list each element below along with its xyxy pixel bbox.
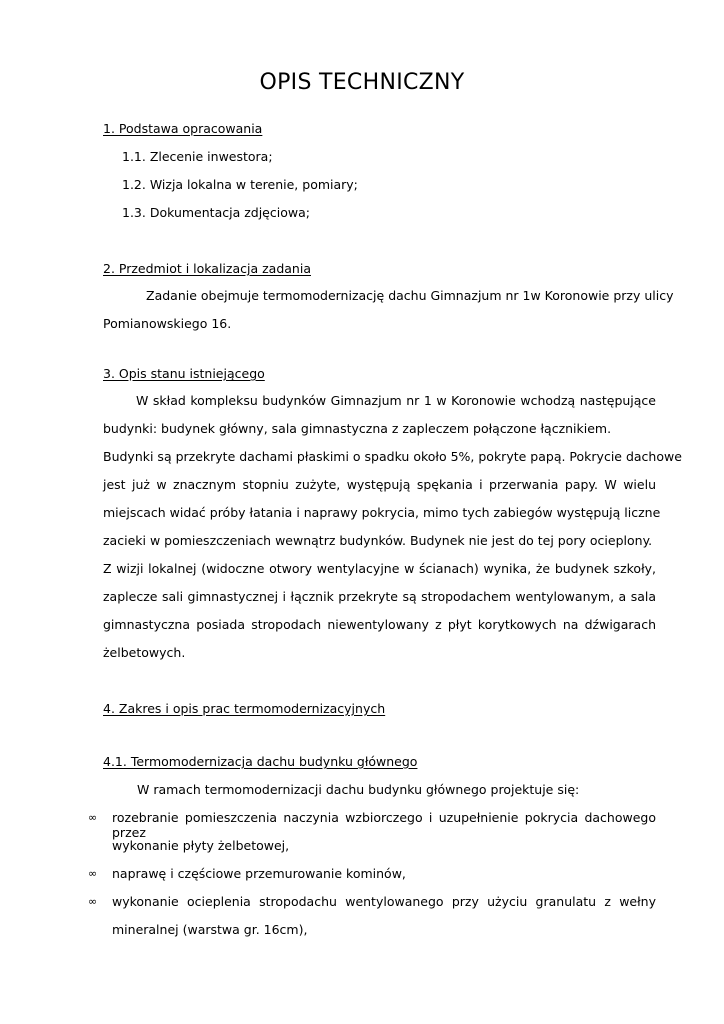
list-item: 1.1. Zlecenie inwestora; (122, 149, 273, 164)
infinity-bullet-icon: ∞ (88, 867, 98, 880)
section-4-heading: 4. Zakres i opis prac termomodernizacyjnych (103, 701, 386, 716)
paragraph-line: Zadanie obejmuje termomodernizację dachu Gimnazjum nr 1w Koronowie przy ulicy (146, 288, 674, 303)
paragraph-line: żelbetowych. (103, 645, 186, 660)
list-item: 1.2. Wizja lokalna w terenie, pomiary; (122, 177, 358, 192)
paragraph-line: jest już w znacznym stopniu zużyte, występują spękania i przerwania papy. W wielu (103, 477, 656, 492)
bullet-item-line: mineralnej (warstwa gr. 16cm), (112, 922, 308, 937)
infinity-bullet-icon: ∞ (88, 811, 98, 824)
bullet-item-line: wykonanie płyty żelbetowej, (112, 838, 290, 853)
bullet-item-line: naprawę i częściowe przemurowanie kominów, (112, 866, 406, 881)
section-1-heading: 1. Podstawa opracowania (103, 121, 263, 136)
section-2-heading: 2. Przedmiot i lokalizacja zadania (103, 261, 311, 276)
bullet-item-line: wykonanie ocieplenia stropodachu wentylowanego przy użyciu granulatu z wełny (112, 894, 656, 909)
paragraph-line: gimnastyczna posiada stropodach niewentylowany z płyt korytkowych na dźwigarach (103, 617, 656, 632)
paragraph-line: budynki: budynek główny, sala gimnastyczna z zapleczem połączone łącznikiem. (103, 421, 612, 436)
bullet-item-line: rozebranie pomieszczenia naczynia wzbiorczego i uzupełnienie pokrycia dachowego przez (112, 810, 656, 840)
paragraph-line: Budynki są przekryte dachami płaskimi o spadku około 5%, pokryte papą. Pokrycie dachowe (103, 449, 682, 464)
list-item: 1.3. Dokumentacja zdjęciowa; (122, 205, 310, 220)
section-4-1-intro: W ramach termomodernizacji dachu budynku głównego projektuje się: (137, 782, 580, 797)
paragraph-line: zaplecze sali gimnastycznej i łącznik przekryte są stropodachem wentylowanym, a sala (103, 589, 656, 604)
paragraph-line: Z wizji lokalnej (widoczne otwory wentylacyjne w ścianach) wynika, że budynek szkoły, (103, 561, 656, 576)
paragraph-line: Pomianowskiego 16. (103, 316, 232, 331)
paragraph-line: miejscach widać próby łatania i naprawy pokrycia, mimo tych zabiegów występują liczne (103, 505, 661, 520)
paragraph-line: W skład kompleksu budynków Gimnazjum nr 1 w Koronowie wchodzą następujące (136, 393, 656, 408)
paragraph-line: zacieki w pomieszczeniach wewnątrz budynków. Budynek nie jest do tej pory ocieplony. (103, 533, 653, 548)
section-4-1-heading: 4.1. Termomodernizacja dachu budynku głównego (103, 754, 418, 769)
section-3-heading: 3. Opis stanu istniejącego (103, 366, 265, 381)
document-title: OPIS TECHNICZNY (259, 70, 465, 95)
infinity-bullet-icon: ∞ (88, 895, 98, 908)
